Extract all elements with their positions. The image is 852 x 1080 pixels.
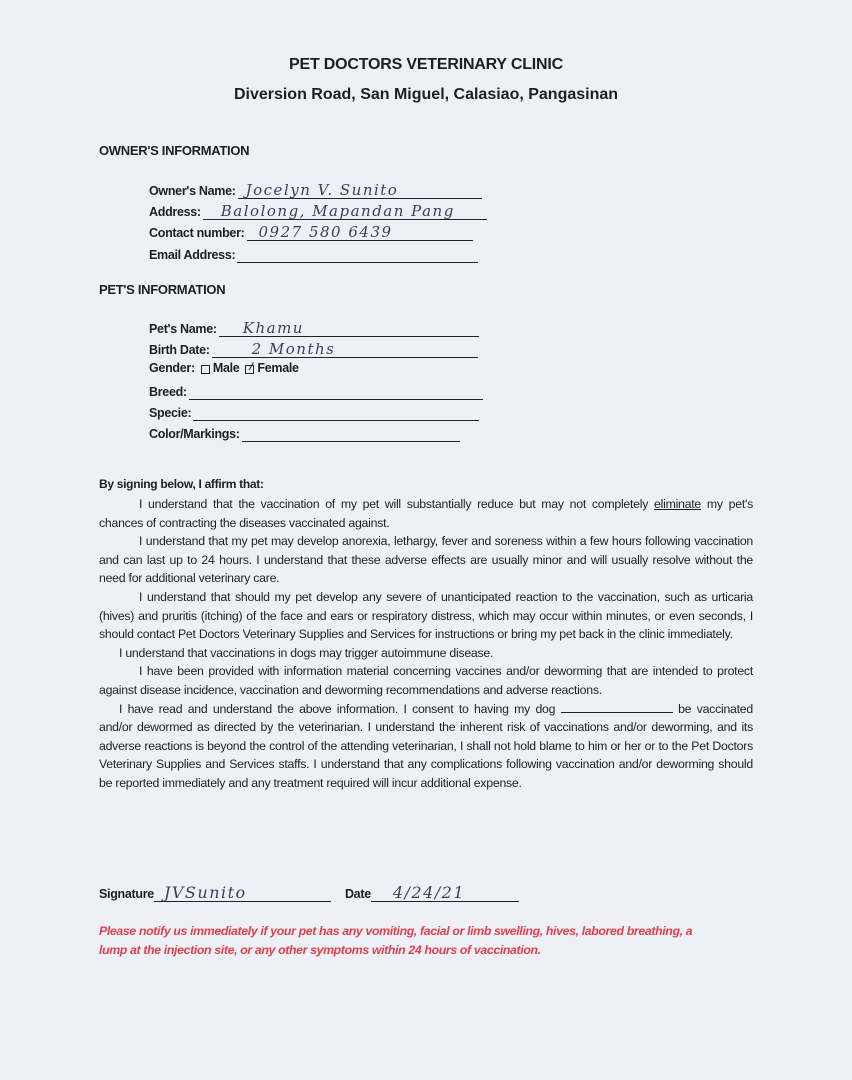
email-line[interactable] — [237, 243, 478, 263]
female-label: Female — [257, 361, 299, 375]
breed-line[interactable] — [189, 380, 483, 400]
dog-name-blank[interactable] — [561, 702, 673, 713]
pet-name-label: Pet's Name: — [149, 322, 217, 336]
color-markings-label: Color/Markings: — [149, 427, 240, 441]
notice-text: Please notify us immediately if your pet has any vomiting, facial or limb swelling, hives, labored breathing, a lump at the injection site, or any other symptoms within 24 hours of vaccination. — [99, 924, 693, 957]
date-value: 4/24/21 — [392, 883, 466, 902]
color-markings-field — [149, 422, 460, 442]
specie-label: Specie: — [149, 406, 192, 420]
affirmation-paragraph-2: I understand that my pet may develop anorexia, lethargy, fever and soreness within a few hours following vaccination and can last up to 24 hours. I understand that these adverse effects are usually minor and will usually resolve without the need for additional veterinary care. — [99, 534, 753, 586]
contact-field — [149, 221, 473, 241]
pet-name-line[interactable] — [219, 317, 479, 337]
email-label: Email Address: — [149, 248, 236, 262]
email-field — [149, 243, 478, 263]
affirmation-paragraph-3: I understand that should my pet develop any severe of unanticipated reaction to the vaccination, such as urticaria (hives) and pruritis (itching) of the face and ears or respiratory distress, which may occur within minutes, or even seconds, I should contact Pet Doctors Veterinary Supplies and Services for instructions or bring my pet back in the clinic immediately. — [99, 589, 753, 642]
color-markings-line[interactable] — [242, 422, 460, 442]
breed-label: Breed: — [149, 385, 187, 399]
birth-date-line[interactable] — [212, 338, 478, 358]
affirmation-body — [99, 495, 753, 793]
clinic-address: Diversion Road, San Miguel, Calasiao, Pangasinan — [233, 86, 619, 103]
clinic-name: PET DOCTORS VETERINARY CLINIC — [289, 56, 563, 73]
breed-field — [149, 380, 483, 400]
contact-value: 0927 580 6439 — [258, 223, 393, 241]
date-line[interactable] — [371, 879, 519, 902]
affirmation-paragraph-6 — [99, 700, 753, 793]
owner-section-title: OWNER'S INFORMATION — [99, 143, 250, 158]
p1-underlined: eliminate — [654, 497, 701, 511]
contact-label: Contact number: — [149, 226, 245, 240]
gender-field — [149, 361, 299, 375]
birth-date-label: Birth Date: — [149, 343, 210, 357]
affirmation-title: By signing below, I affirm that: — [99, 477, 264, 491]
pet-section-title: PET'S INFORMATION — [99, 282, 226, 297]
signature-value: JVSunito — [163, 883, 247, 902]
specie-field — [149, 401, 479, 421]
pet-name-value: Khamu — [242, 319, 304, 337]
affirmation-paragraph-4: I understand that vaccinations in dogs may trigger autoimmune disease. — [119, 645, 494, 660]
gender-label: Gender: — [149, 361, 195, 375]
address-label: Address: — [149, 205, 201, 219]
birth-date-value: 2 Months — [251, 340, 336, 358]
signature-label: Signature — [99, 887, 154, 901]
male-checkbox[interactable] — [201, 365, 210, 374]
address-line[interactable] — [203, 200, 487, 220]
owner-name-label: Owner's Name: — [149, 184, 236, 198]
specie-line[interactable] — [193, 401, 479, 421]
signature-row — [99, 880, 519, 902]
owner-name-line[interactable] — [238, 179, 482, 199]
signature-line[interactable] — [154, 879, 331, 902]
p6-text-b: be vaccinated and/or dewormed as directed by the veterinarian. I understand the inherent risk of vaccinations and/or deworming, and its adverse reactions is beyond the control of the attending veterinarian, I shall not hold blame to him or her or to the Pet Doctors Veterinary Supplies and Services staffs. I understand that any complications following vaccination and/or deworming should be reported immediately and any treatment required will incur additional expense. — [99, 701, 753, 790]
birth-date-field — [149, 338, 478, 358]
female-checkbox[interactable] — [245, 365, 254, 374]
p1-text-b: my pet's chances of contracting the diseases vaccinated against. — [99, 497, 753, 530]
address-value: Balolong, Mapandan Pang — [220, 202, 455, 220]
affirmation-paragraph-1 — [99, 495, 753, 532]
contact-line[interactable] — [247, 221, 473, 241]
pet-name-field — [149, 317, 479, 337]
owner-name-value: Jocelyn V. Sunito — [245, 181, 399, 199]
p1-text-a: I understand that the vaccination of my pet will substantially reduce but may not completely — [139, 497, 655, 511]
owner-name-field — [149, 179, 482, 199]
affirmation-paragraph-5: I have been provided with information material concerning vaccines and/or deworming that are intended to protect against disease incidence, vaccination and deworming recommendations and adverse reactions. — [99, 664, 753, 697]
p6-text-a: I have read and understand the above information. I consent to having my dog — [119, 701, 561, 716]
male-label: Male — [212, 361, 240, 375]
date-label: Date — [344, 887, 371, 901]
address-field — [149, 200, 487, 220]
